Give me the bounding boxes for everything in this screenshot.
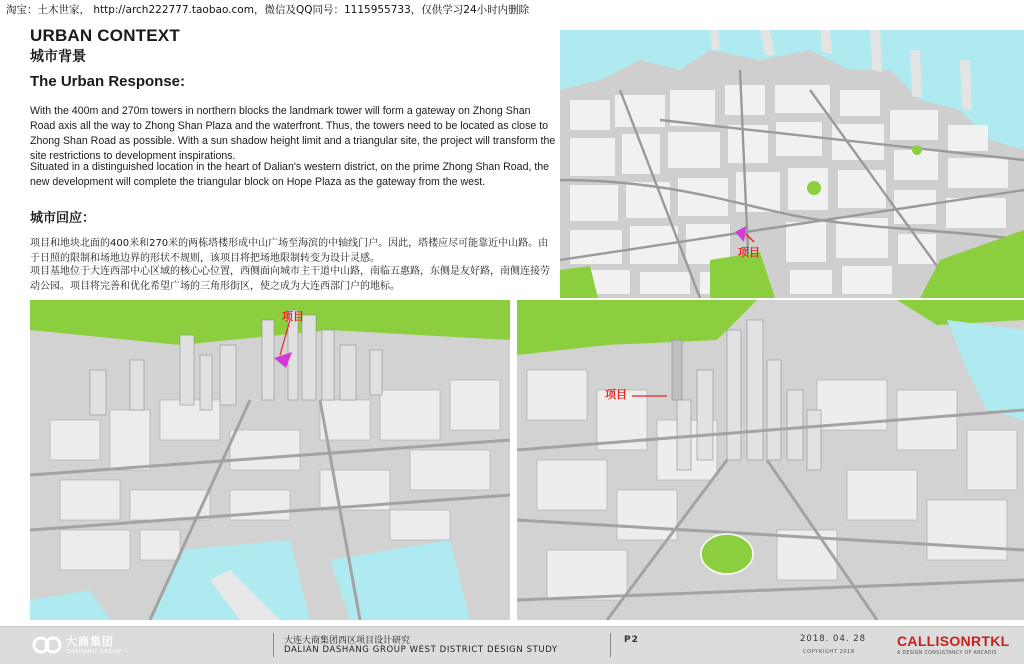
aerial-view-west	[30, 300, 510, 620]
document-date: 2018. 04. 28	[800, 634, 867, 644]
urban-response-paragraph-2-cn: 项目基地位于大连西部中心区域的核心心位置，西侧面向城市主干道中山路，南临五惠路，东侧是友好路，南侧连接劳动公园。项目将完善和优化希望广场的三角形街区，使之成为大连西部门户的地标。	[30, 266, 550, 292]
plan-map-graphic	[560, 30, 1024, 298]
dashang-logo-icon	[32, 635, 62, 655]
source-watermark-text: 淘宝：土木世家， http://arch222777.taobao.com，微信及QQ同号：1115955733，仅供学习24小时内删除	[6, 4, 530, 16]
dashang-logo-en: DASHANG GROUP	[66, 649, 122, 655]
site-label-west: 项目	[282, 310, 304, 323]
site-label-plan: 项目	[738, 246, 760, 259]
urban-response-heading-en: The Urban Response:	[30, 73, 186, 90]
site-label-east: 项目	[605, 388, 627, 401]
page-footer	[0, 626, 1024, 664]
footer-divider	[610, 633, 611, 657]
page-title-en: URBAN CONTEXT	[30, 26, 180, 45]
dashang-logo-cn: 大商集团	[66, 635, 114, 648]
urban-response-heading-cn: 城市回应：	[30, 211, 96, 226]
copyright-text: COPYRIGHT 2018	[803, 649, 855, 655]
aerial-view-east	[517, 300, 1024, 620]
callison-rtkl-tagline: A DESIGN CONSULTANCY OF ARCADIS	[897, 651, 997, 656]
footer-divider	[273, 633, 274, 657]
urban-response-paragraph-2-en: Situated in a distinguished location in the heart of Dalian's western district, on the prime Zhong Shan Road, the new development will complete the triangular block on Hope Plaza as the gateway from the west.	[30, 161, 550, 188]
page-number: P2	[624, 635, 639, 645]
site-location-plan-map	[560, 30, 1024, 298]
aerial-west-graphic	[30, 300, 510, 620]
page-title-cn: 城市背景	[30, 49, 86, 65]
urban-response-paragraph-1-en: With the 400m and 270m towers in northern blocks the landmark tower will form a gateway on Zhong Shan Road axis all the way to Zhong Shan Plaza and the waterfront. Thus, the towers need to be located as close to Zhong Shan Road as possible. With a sun shadow height limit and a triangular site, the project will transform the site restrictions to development inspirations.	[30, 105, 556, 162]
project-title-en: DALIAN DASHANG GROUP WEST DISTRICT DESIGN STUDY	[284, 645, 558, 655]
callison-rtkl-logo: CALLISONRTKL	[897, 633, 1010, 649]
urban-response-paragraph-1-cn: 项目和地块北面的400米和270米的两栋塔楼形成中山广场至海滨的中轴线门户。因此，塔楼应尽可能靠近中山路。由于日照的限制和场地边界的形状不规则，该项目将把场地限制转变为设计灵感。	[30, 238, 549, 264]
aerial-east-graphic	[517, 300, 1024, 620]
project-title-cn: 大连大商集团西区项目设计研究	[284, 636, 411, 646]
